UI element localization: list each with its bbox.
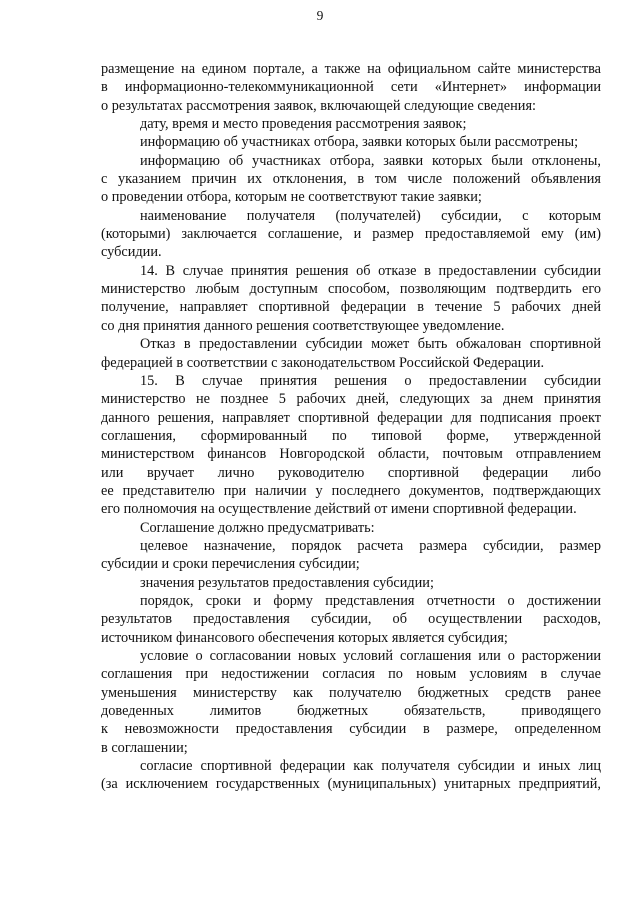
text-line: с указанием причин их отклонения, в том числе положений объявления — [101, 171, 601, 188]
text-line: соглашения, сформированный по типовой форме, утвержденной — [101, 427, 601, 444]
text-line: в информационно-телекоммуникационной сети «Интернет» информации — [101, 79, 601, 96]
text-line: 15. В случае принятия решения о предоставлении субсидии — [140, 372, 601, 389]
text-line: информацию об участниках отбора, заявки которых были отклонены, — [140, 152, 601, 169]
text-line: (за исключением государственных (муниципальных) унитарных предприятий, — [101, 776, 601, 793]
document-body — [101, 60, 601, 794]
text-line: целевое назначение, порядок расчета размера субсидии, размер — [140, 537, 601, 554]
text-line: доведенных лимитов бюджетных обязательств, приводящего — [101, 703, 601, 720]
text-line: получение, направляет спортивной федерации в течение 5 рабочих дней — [101, 299, 601, 316]
text-line: о проведении отбора, которым не соответствуют такие заявки; — [101, 189, 482, 206]
text-line: соглашения при недостижении согласия по новым условиям в случае — [101, 666, 601, 683]
text-line: порядок, сроки и форму представления отчетности о достижении — [140, 592, 601, 609]
text-line: согласие спортивной федерации как получателя субсидии и иных лиц — [140, 758, 601, 775]
text-line: размещение на едином портале, а также на официальном сайте министерства — [101, 61, 601, 77]
text-line: наименование получателя (получателей) субсидии, с которым — [140, 207, 601, 224]
text-line: Соглашение должно предусматривать: — [140, 519, 375, 536]
text-line: субсидии. — [101, 244, 162, 261]
text-line: к невозможности предоставления субсидии в размере, определенном — [101, 721, 601, 738]
text-line: уменьшения министерству как получателю бюджетных средств ранее — [101, 684, 601, 701]
text-line: его полномочия на осуществление действий от имени спортивной федерации. — [101, 501, 577, 518]
text-line: министерством финансов Новгородской области, почтовым отправлением — [101, 446, 601, 463]
text-line: (которыми) заключается соглашение, и размер предоставляемой ему (им) — [101, 226, 601, 243]
text-line: дату, время и место проведения рассмотрения заявок; — [140, 116, 467, 133]
text-line: ее представителю при наличии у последнего документов, подтверждающих — [101, 482, 601, 499]
text-line: субсидии и сроки перечисления субсидии; — [101, 556, 360, 573]
page-number: 9 — [316, 8, 324, 23]
text-line: в соглашении; — [101, 739, 188, 756]
text-line: Отказ в предоставлении субсидии может быть обжалован спортивной — [140, 336, 601, 353]
text-line: 14. В случае принятия решения об отказе в предоставлении субсидии — [140, 262, 601, 279]
text-line: о результатах рассмотрения заявок, включающей следующие сведения: — [101, 97, 537, 114]
text-line: министерство не позднее 5 рабочих дней, следующих за днем принятия — [101, 391, 601, 408]
text-line: федерацией в соответствии с законодательством Российской Федерации. — [101, 354, 545, 371]
text-line: источником финансового обеспечения которых является субсидия; — [101, 629, 508, 646]
text-line: информацию об участниках отбора, заявки которых были рассмотрены; — [140, 134, 579, 151]
text-line: результатов предоставления субсидии, об осуществлении расходов, — [101, 611, 601, 628]
text-line: со дня принятия данного решения соответствующее уведомление. — [101, 317, 505, 334]
text-line: или вручает лично руководителю спортивной федерации либо — [101, 464, 601, 481]
text-line: данного решения, направляет спортивной федерации для подписания проект — [101, 409, 601, 426]
text-line: министерство любым доступным способом, позволяющим подтвердить его — [101, 281, 601, 298]
text-line: условие о согласовании новых условий соглашения или о расторжении — [140, 648, 601, 664]
text-line: значения результатов предоставления субсидии; — [140, 574, 434, 591]
